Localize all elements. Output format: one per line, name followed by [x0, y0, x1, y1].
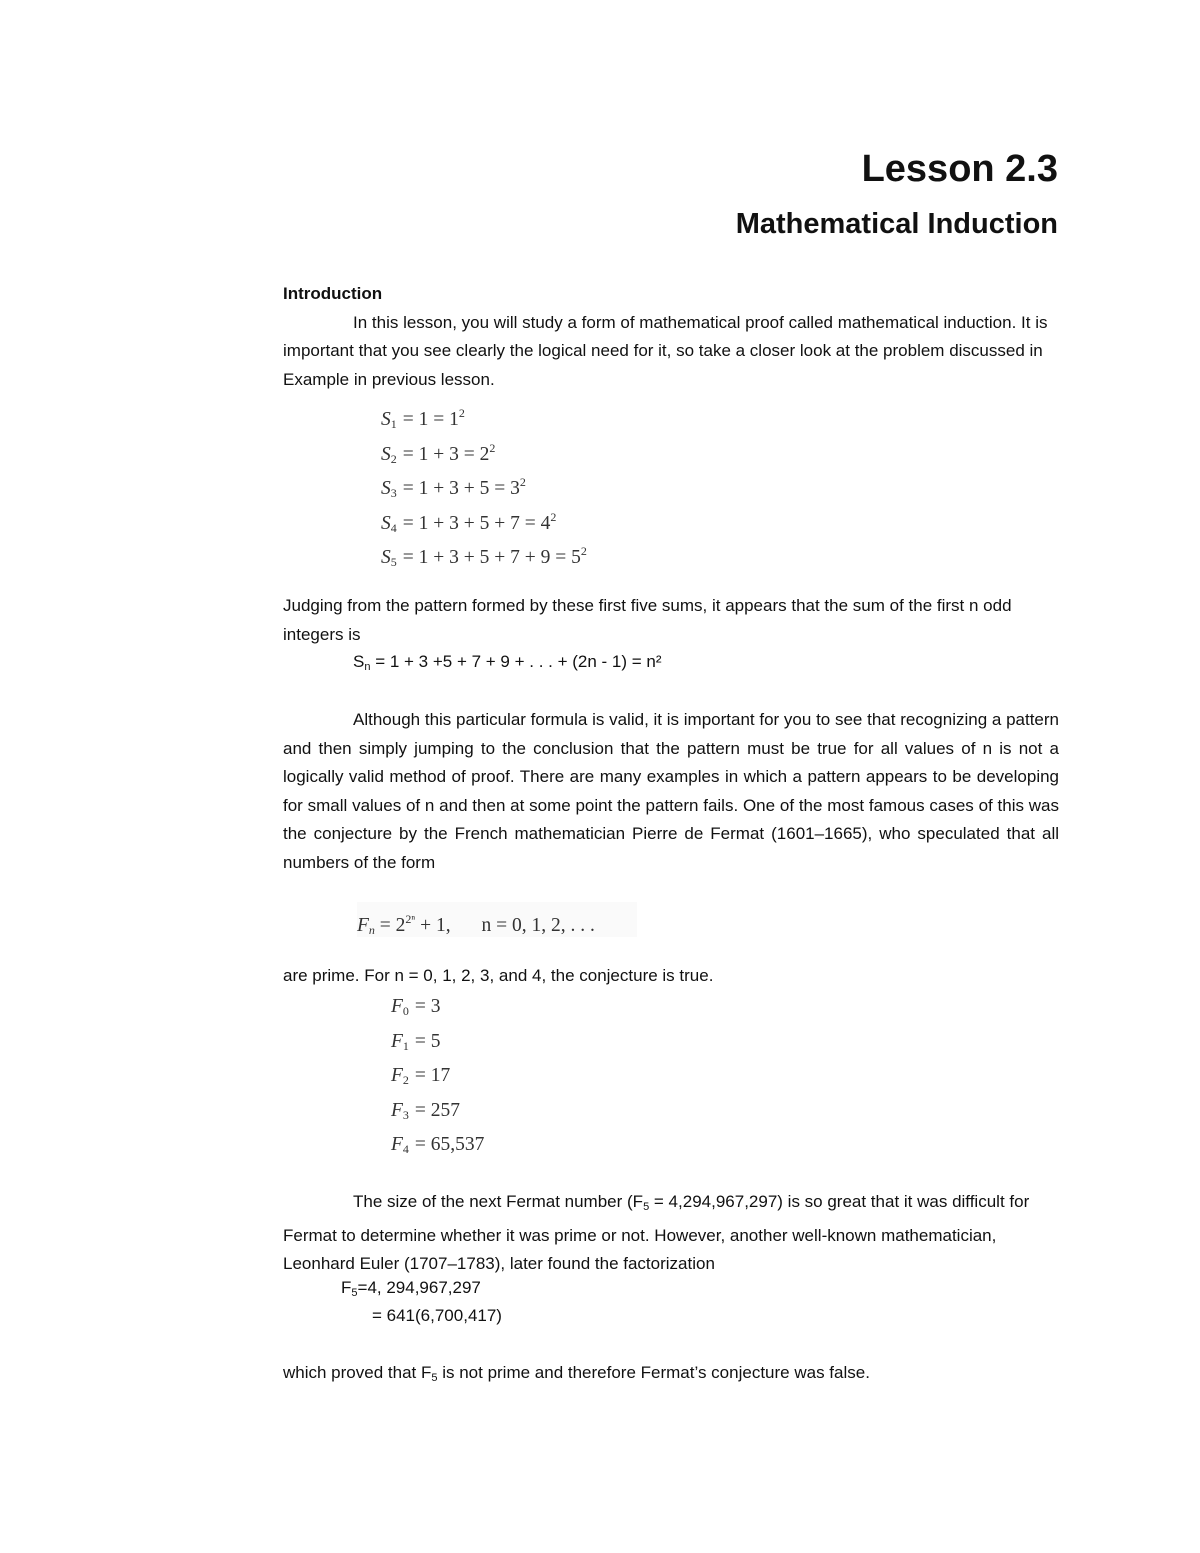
sum-index: 3 [390, 486, 397, 500]
size-paragraph-part-a: The size of the next Fermat number (F [353, 1192, 644, 1211]
sum-row [381, 465, 587, 500]
fermat-values-figure [391, 990, 484, 1163]
sum-lhs: S [381, 547, 391, 568]
fermat-value-index: 1 [402, 1038, 409, 1053]
sum-lhs: S [381, 478, 391, 499]
sum-index: 2 [390, 451, 397, 466]
fermat-value-row [391, 1094, 484, 1129]
sum-exponent: 2 [458, 406, 465, 420]
size-paragraph-index: 5 [643, 1201, 650, 1213]
sum-exponent: 2 [550, 509, 557, 524]
sum-exponent: 2 [580, 544, 587, 558]
fermat-value-lhs: F [391, 1134, 403, 1155]
fermat-value-rhs: = 17 [414, 1065, 451, 1086]
factor-value: =4, 294,967,297 [357, 1278, 481, 1297]
fermat-value-row [391, 1059, 484, 1094]
fermat-value-lhs: F [391, 1030, 403, 1052]
introduction-heading: Introduction [283, 284, 383, 303]
lesson-title: Lesson 2.3 [861, 148, 1058, 190]
introduction-section [283, 280, 1059, 394]
fermat-value-row [391, 1025, 484, 1060]
fermat-tail: + 1, [420, 915, 451, 936]
fermat-eq: = 2 [379, 915, 406, 936]
sum-index: 1 [390, 417, 397, 431]
sum-row [381, 431, 587, 466]
fermat-value-index: 4 [402, 1142, 409, 1156]
sum-row [381, 500, 587, 535]
fermat-value-index: 0 [402, 1004, 409, 1018]
sn-index: n [364, 661, 371, 673]
factorization-line-2: = 641(6,700,417) [372, 1306, 502, 1325]
sum-exponent: 2 [489, 440, 496, 455]
although-paragraph: Although this particular formula is valid, it is important for you to see that recognizing a pattern and then simply jumping to the conclusion that the pattern must be true for all values of n is not a logically valid method of proof. There are many examples in which a pattern appears to be developing for small values of n and then at some point the pattern fails. One of the most famous cases of this was the conjecture by the French mathematician Pierre de Fermat (1601–1665), who speculated that all numbers of the form [283, 710, 1059, 872]
fermat-value-rhs: = 257 [414, 1099, 461, 1121]
fermat-lhs-index: n [368, 923, 375, 937]
fermat-formula-figure [357, 902, 637, 937]
conclusion-line [283, 1359, 870, 1393]
sn-rhs: = 1 + 3 +5 + 7 + 9 + . . . + (2n - 1) = n² [370, 652, 662, 671]
sum-index: 5 [390, 555, 397, 569]
sum-rhs: = 1 + 3 = 2 [402, 443, 490, 465]
sum-row [381, 534, 587, 569]
sum-lhs: S [381, 443, 391, 465]
fermat-value-index: 3 [402, 1107, 409, 1122]
odd-sums-figure [381, 396, 587, 569]
sum-rhs: = 1 + 3 + 5 + 7 = 4 [402, 512, 551, 534]
fermat-value-lhs: F [391, 1065, 403, 1086]
fermat-value-rhs: = 3 [414, 996, 441, 1017]
conclusion-index: 5 [431, 1372, 438, 1384]
fermat-value-row [391, 1128, 484, 1163]
size-paragraph [283, 1188, 1059, 1279]
sum-lhs: S [381, 409, 391, 430]
factor-index: 5 [351, 1287, 358, 1299]
sum-index: 4 [390, 520, 397, 535]
fermat-value-lhs: F [391, 996, 403, 1017]
sum-exponent: 2 [519, 475, 526, 489]
sum-rhs: = 1 + 3 + 5 + 7 + 9 = 5 [402, 547, 581, 568]
fermat-value-rhs: = 65,537 [414, 1134, 485, 1155]
size-paragraph-part-b: = 4,294,967,297) is so great that it was difficult for Fermat to determine whether it was prime or not. However, another well-known mathematician, Leonhard Euler (1707–1783), later found the factorization [283, 1192, 1030, 1273]
factor-lhs: F [341, 1278, 352, 1297]
conclusion-part-b: is not prime and therefore Fermat’s conjecture was false. [437, 1363, 870, 1382]
fermat-n-values: n = 0, 1, 2, . . . [481, 915, 595, 936]
sn-lhs: S [353, 652, 365, 671]
prime-line: are prime. For n = 0, 1, 2, 3, and 4, the conjecture is true. [283, 966, 714, 985]
fermat-lhs: F [357, 915, 369, 936]
fermat-value-row [391, 990, 484, 1025]
judging-paragraph: Judging from the pattern formed by these first five sums, it appears that the sum of the first n odd integers is [283, 596, 1012, 644]
sn-formula [353, 648, 662, 682]
sum-row [381, 396, 587, 431]
sum-rhs: = 1 + 3 + 5 = 3 [402, 478, 520, 499]
fermat-value-lhs: F [391, 1099, 403, 1121]
fermat-value-index: 2 [402, 1073, 409, 1087]
fermat-exponent: 2ⁿ [405, 912, 416, 926]
sum-lhs: S [381, 512, 391, 534]
lesson-subtitle: Mathematical Induction [735, 208, 1058, 240]
fermat-value-rhs: = 5 [414, 1030, 441, 1052]
sum-rhs: = 1 = 1 [402, 409, 459, 430]
introduction-paragraph: In this lesson, you will study a form of mathematical proof called mathematical induction. It is important that you see clearly the logical need for it, so take a closer look at the problem discussed in Example in previous lesson. [283, 312, 1048, 389]
conclusion-part-a: which proved that F [283, 1363, 432, 1382]
